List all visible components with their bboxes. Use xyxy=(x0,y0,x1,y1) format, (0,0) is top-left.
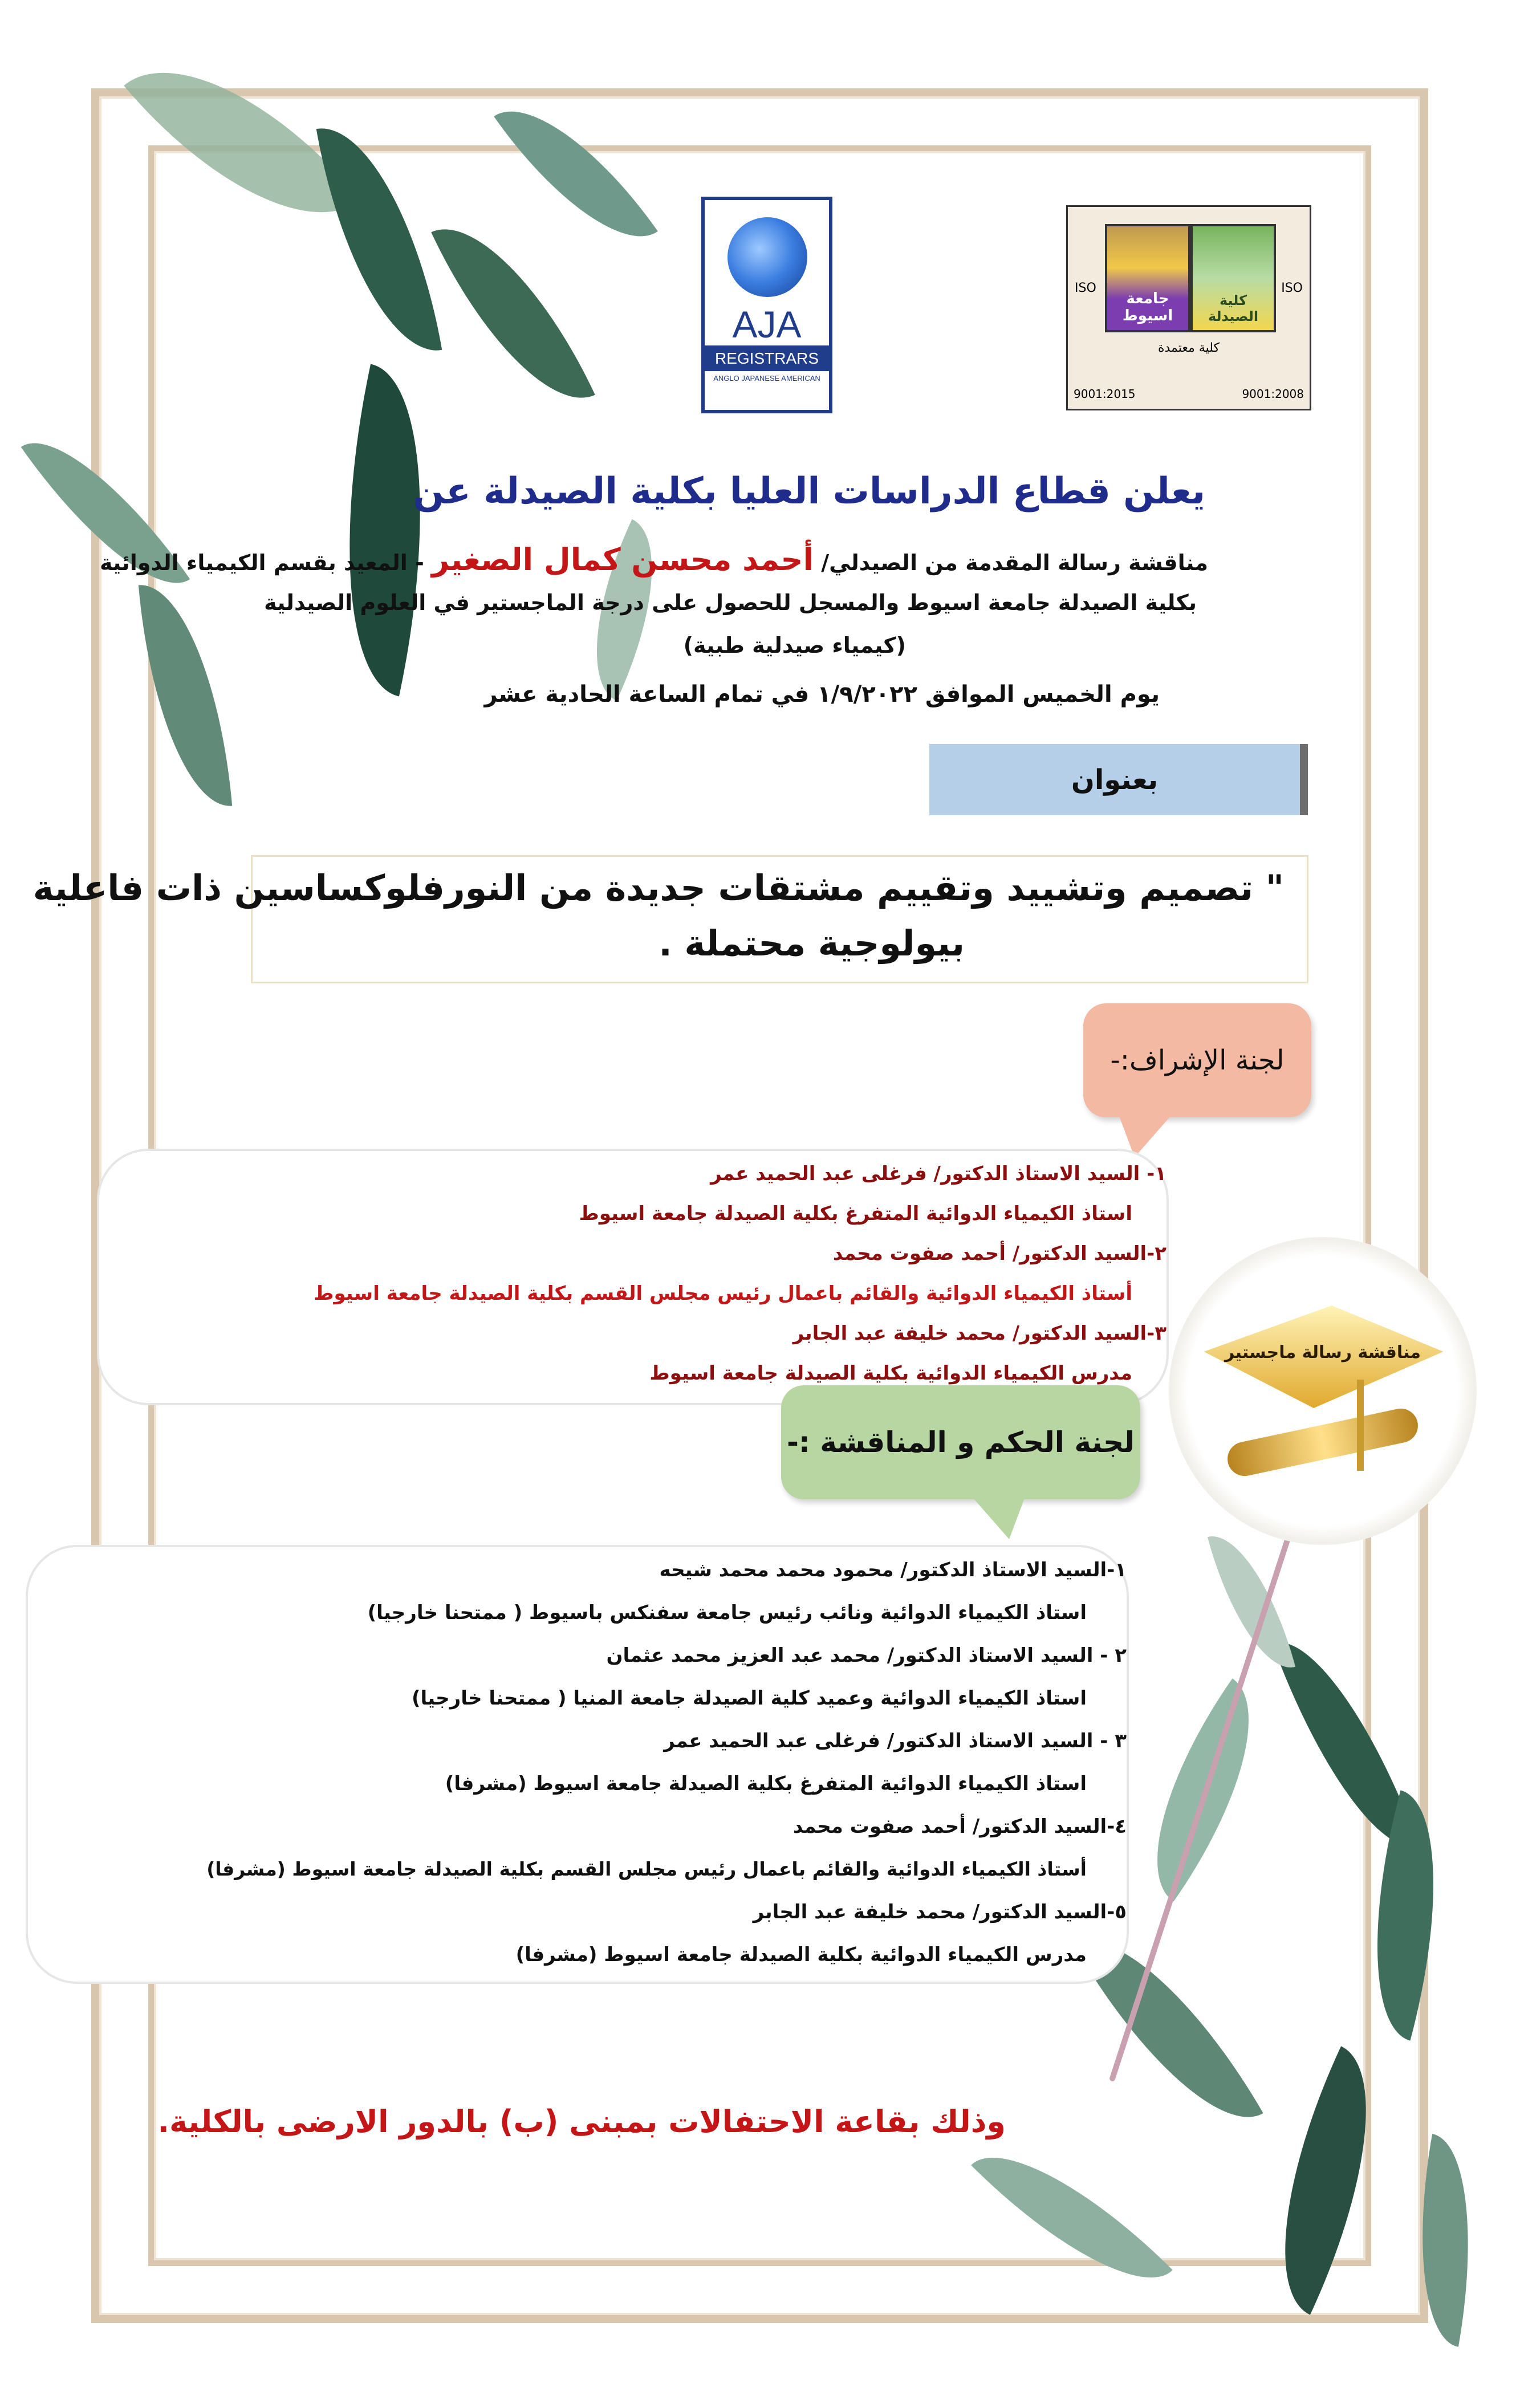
judge-4-name: ٤-السيد الدكتور/ أحمد صفوت محمد xyxy=(792,1815,1127,1838)
announcement-line1 xyxy=(100,542,1208,577)
judge-4-title: أستاذ الكيمياء الدوائية والقائم باعمال رئيس مجلس القسم بكلية الصيدلة جامعة اسيوط (مشرفا) xyxy=(206,1858,1087,1880)
pharmacy-emblem xyxy=(1190,224,1276,332)
thesis-title-box xyxy=(32,855,1308,983)
graduation-badge xyxy=(1169,1237,1477,1545)
judge-2-name: ٢ - السيد الاستاذ الدكتور/ محمد عبد العزيز محمد عثمان xyxy=(606,1644,1127,1667)
candidate-name: أحمد محسن كمال الصغير xyxy=(431,542,814,577)
announcement-title: يعلن قطاع الدراسات العليا بكلية الصيدلة عن xyxy=(413,470,1205,512)
title-label-box xyxy=(929,744,1308,815)
line1-suffix: - المعيد بقسم الكيمياء الدوائية xyxy=(99,550,424,575)
diploma-scroll-icon xyxy=(1224,1405,1421,1479)
announcement-line4: يوم الخميس الموافق ١/٩/٢٠٢٢ في تمام الساعة الحادية عشر xyxy=(484,681,1160,707)
judge-5-title: مدرس الكيمياء الدوائية بكلية الصيدلة جامعة اسيوط (مشرفا) xyxy=(515,1943,1087,1966)
supervisor-2-title: أستاذ الكيمياء الدوائية والقائم باعمال رئيس مجلس القسم بكلية الصيدلة جامعة اسيوط xyxy=(314,1282,1132,1305)
announcement-line2: بكلية الصيدلة جامعة اسيوط والمسجل للحصول على درجة الماجستير في العلوم الصيدلية xyxy=(264,590,1197,615)
aja-logo-band xyxy=(705,345,829,371)
supervisor-3-name: ٣-السيد الدكتور/ محمد خليفة عبد الجابر xyxy=(792,1322,1167,1345)
thesis-title-line2: بيولوجية محتملة . xyxy=(659,922,965,964)
judge-1-title: استاذ الكيمياء الدوائية ونائب رئيس جامعة سفنكس باسيوط ( ممتحنا خارجيا) xyxy=(367,1601,1087,1624)
judging-bubble-tail xyxy=(969,1494,1026,1539)
footer-location: وذلك بقاعة الاحتفالات بمبنى (ب) بالدور الارضى بالكلية. xyxy=(157,2104,1006,2139)
supervisor-1-name: ١- السيد الاستاذ الدكتور/ فرغلى عبد الحميد عمر xyxy=(710,1162,1167,1185)
judge-3-name: ٣ - السيد الاستاذ الدكتور/ فرغلى عبد الحميد عمر xyxy=(664,1730,1127,1752)
university-emblem xyxy=(1105,224,1190,332)
iso-left-label: ISO xyxy=(1075,281,1096,295)
aja-logo-registrars: REGISTRARS xyxy=(714,349,819,367)
thesis-title-line1: " تصميم وتشييد وتقييم مشتقات جديدة من النورفلوكساسين ذات فاعلية xyxy=(32,867,1284,909)
line1-prefix: مناقشة رسالة المقدمة من الصيدلي/ xyxy=(821,550,1208,575)
aja-logo-subtitle: ANGLO JAPANESE AMERICAN xyxy=(713,374,820,383)
globe-icon xyxy=(727,217,807,297)
supervisor-3-title: مدرس الكيمياء الدوائية بكلية الصيدلة جامعة اسيوط xyxy=(649,1362,1132,1385)
announcement-line3: (كيمياء صيدلية طبية) xyxy=(683,633,906,658)
judging-label-bubble xyxy=(781,1385,1140,1499)
graduation-badge-label: مناقشة رسالة ماجستير xyxy=(1225,1343,1421,1362)
judge-2-title: استاذ الكيمياء الدوائية وعميد كلية الصيدلة جامعة المنيا ( ممتحنا خارجيا) xyxy=(411,1687,1087,1710)
judging-label: لجنة الحكم و المناقشة :- xyxy=(787,1426,1135,1459)
judge-3-title: استاذ الكيمياء الدوائية المتفرغ بكلية الصيدلة جامعة اسيوط (مشرفا) xyxy=(445,1772,1087,1795)
judge-5-name: ٥-السيد الدكتور/ محمد خليفة عبد الجابر xyxy=(753,1901,1127,1923)
pharmacy-emblem-text: كلية الصيدلة xyxy=(1208,292,1259,324)
aja-logo-name: AJA xyxy=(732,303,802,345)
accredited-label: كلية معتمدة xyxy=(1157,341,1220,355)
tassel-icon xyxy=(1357,1380,1364,1471)
judging-panel xyxy=(26,1545,1129,1984)
cert-left-label: 9001:2015 xyxy=(1074,387,1136,401)
supervision-label-bubble xyxy=(1083,1003,1311,1117)
aja-logo xyxy=(701,197,832,413)
judge-1-name: ١-السيد الاستاذ الدكتور/ محمود محمد محمد شيحه xyxy=(659,1559,1127,1581)
iso-right-label: ISO xyxy=(1281,281,1303,295)
cert-right-label: 9001:2008 xyxy=(1242,387,1304,401)
supervisor-2-name: ٢-السيد الدكتور/ أحمد صفوت محمد xyxy=(832,1242,1167,1265)
university-emblem-text: جامعة اسيوط xyxy=(1122,290,1173,324)
title-label: بعنوان xyxy=(1071,763,1159,796)
supervision-label: لجنة الإشراف:- xyxy=(1110,1044,1285,1076)
supervisor-1-title: استاذ الكيمياء الدوائية المتفرغ بكلية الصيدلة جامعة اسيوط xyxy=(579,1202,1132,1225)
supervision-panel xyxy=(97,1149,1169,1405)
university-logos xyxy=(1066,205,1311,410)
